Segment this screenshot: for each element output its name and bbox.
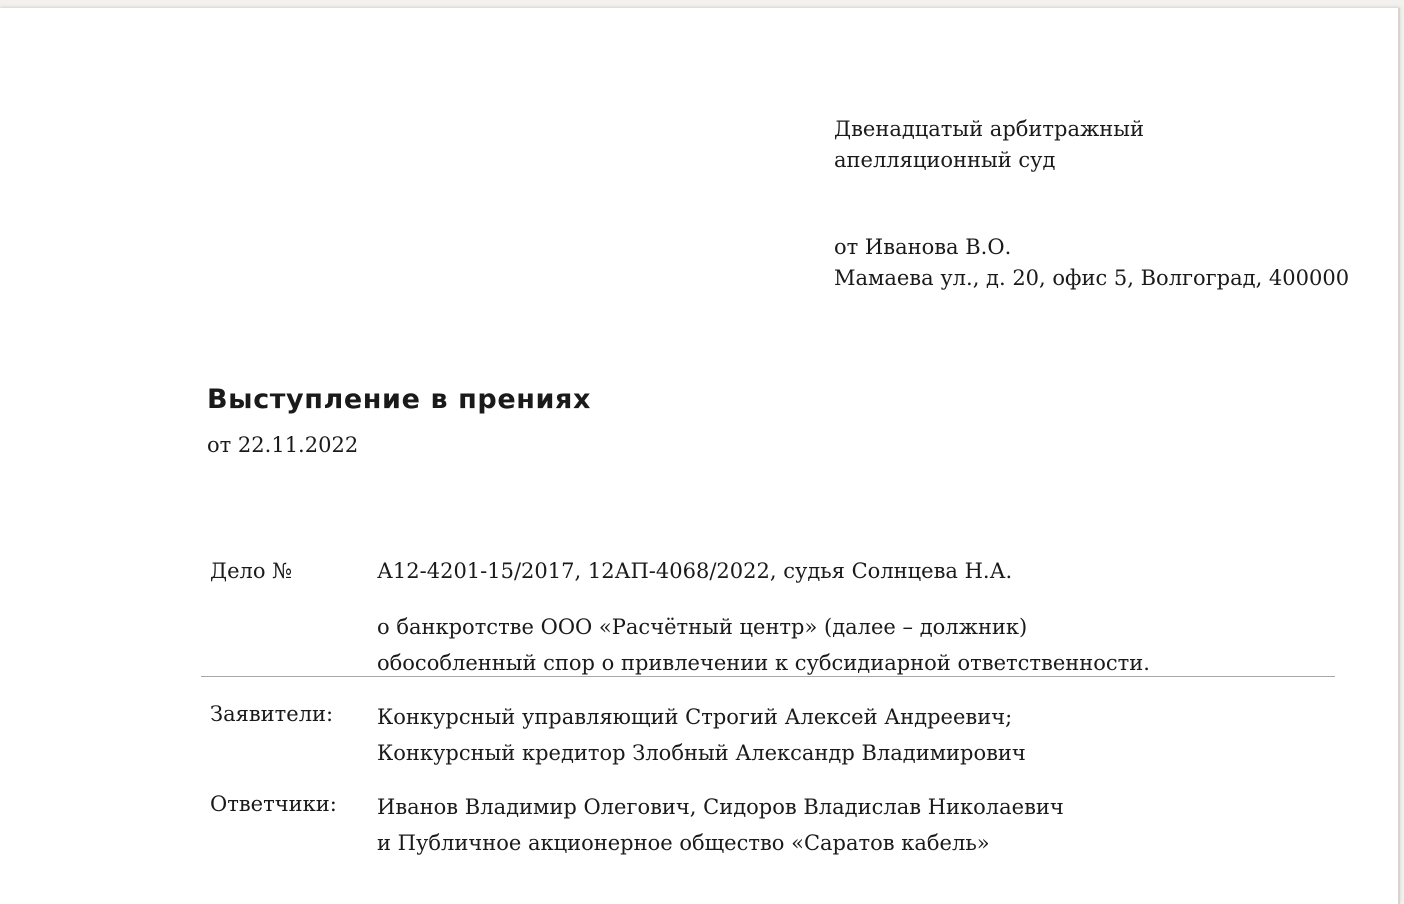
addressee-line: апелляционный суд [834, 148, 1056, 172]
applicant-item: Конкурсный управляющий Строгий Алексей Андреевич; [377, 705, 1013, 729]
applicants-label: Заявители: [210, 702, 334, 726]
sender-block [834, 232, 1349, 294]
case-subject-line: обособленный спор о привлечении к субсидиарной ответственности. [377, 651, 1150, 675]
respondent-item: Иванов Владимир Олегович, Сидоров Владислав Николаевич [377, 795, 1064, 819]
respondents-list [377, 789, 1064, 861]
case-label: Дело № [210, 559, 293, 583]
sender-address: Мамаева ул., д. 20, офис 5, Волгоград, 400000 [834, 266, 1350, 290]
applicant-item: Конкурсный кредитор Злобный Александр Владимирович [377, 741, 1026, 765]
addressee-line: Двенадцатый арбитражный [834, 117, 1145, 141]
respondents-label: Ответчики: [210, 792, 337, 816]
case-subject [377, 609, 1150, 681]
document-title: Выступление в прениях [207, 384, 591, 415]
document-date: от 22.11.2022 [207, 433, 359, 457]
document-page [0, 8, 1400, 904]
case-subject-line: о банкротстве ООО «Расчётный центр» (далее – должник) [377, 615, 1028, 639]
case-number: А12-4201-15/2017, 12АП-4068/2022, судья Солнцева Н.А. [377, 559, 1013, 583]
applicants-list [377, 699, 1026, 771]
respondent-item: и Публичное акционерное общество «Саратов кабель» [377, 831, 990, 855]
sender-name: от Иванова В.О. [834, 235, 1012, 259]
section-divider [201, 676, 1335, 677]
addressee-block [834, 114, 1144, 176]
